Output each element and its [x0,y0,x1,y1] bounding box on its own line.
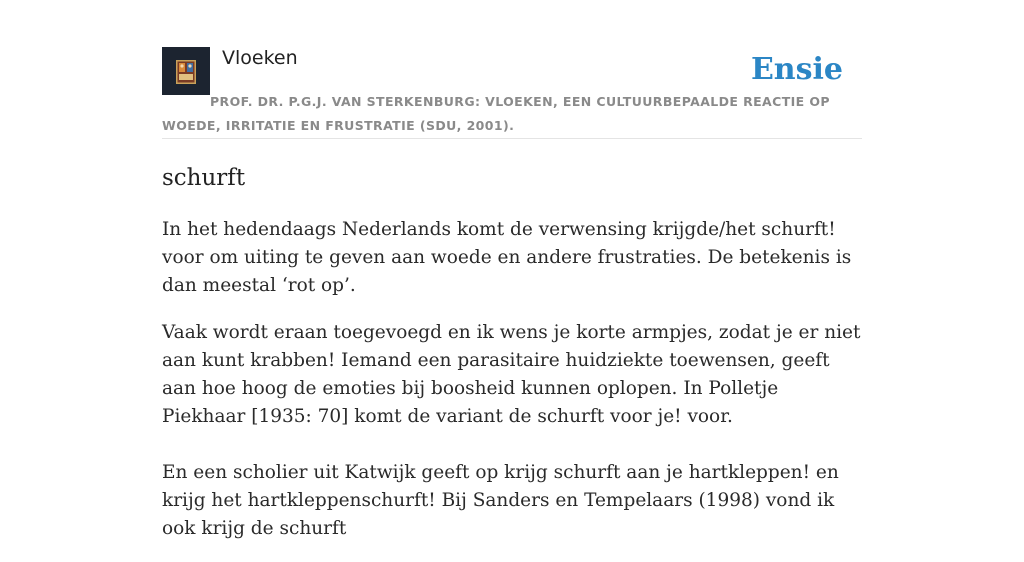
entry-paragraph: Vaak wordt eraan toegevoegd en ik wens je korte armpjes, zodat je er niet aan kunt krabben! Iemand een parasitaire huidziekte toewensen, geeft aan hoe hoog de emoties bij boosheid kunnen oplopen. In Polletje Piekhaar [1935: 70] komt de variant de schurft voor je! voor. [162,322,861,427]
entry-content [162,162,866,562]
source-citation: PROF. DR. P.G.J. VAN STERKENBURG: VLOEKEN, EEN CULTUURBEPAALDE REACTIE OP WOEDE, IRRITATIE EN FRUSTRATIE (SDU, 2001). [162,94,830,133]
entry-title: schurft [162,165,246,191]
entry-paragraph: En een scholier uit Katwijk geeft op krijg schurft aan je hartkleppen! en krijg het hartkleppenschurft! Bij Sanders en Tempelaars (1998) vond ik ook krijg de schurft [162,462,839,539]
entry-paragraph: In het hedendaags Nederlands komt de verwensing krijgde/het schurft! voor om uiting te geven aan woede en andere frustraties. De betekenis is dan meestal ‘rot op’. [162,219,852,296]
page-header [162,46,862,139]
book-cover-icon [162,47,210,95]
collection-title-link[interactable]: Vloeken [222,47,298,69]
collection-avatar[interactable] [162,47,210,95]
ensie-logo[interactable]: Ensie [750,52,843,87]
